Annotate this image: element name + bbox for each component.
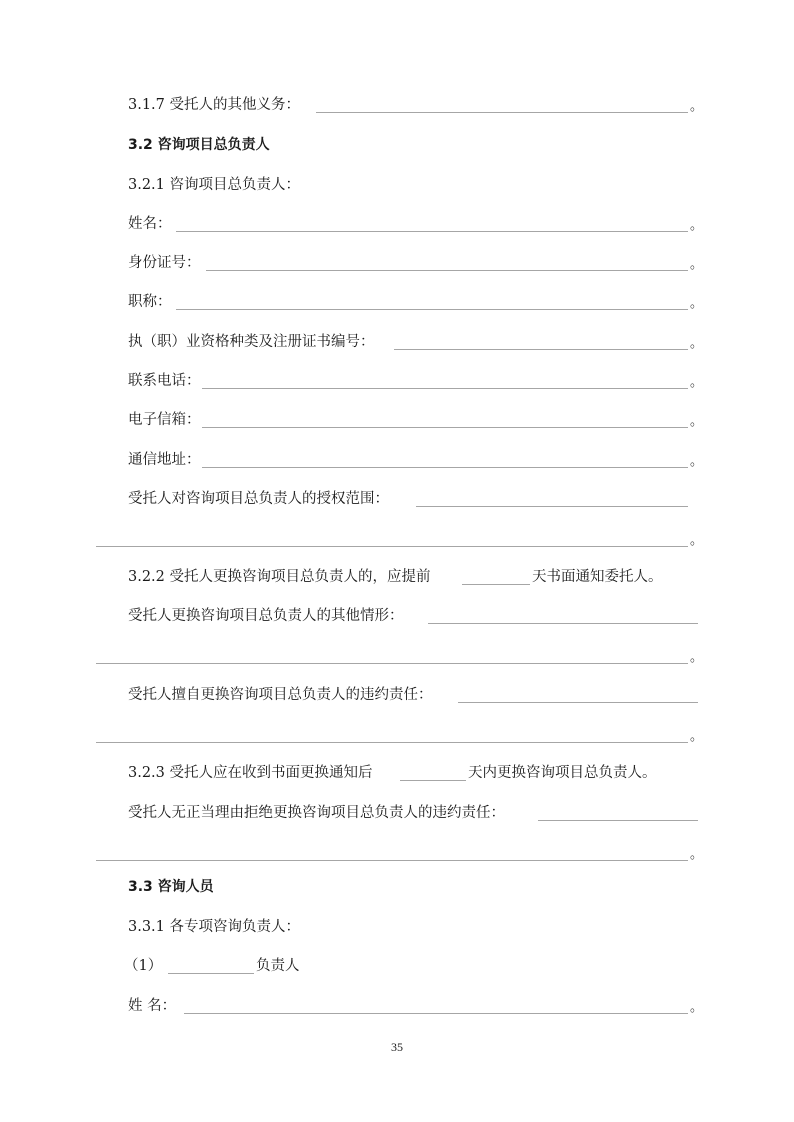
period-mark: 。 [690,1000,704,1015]
field-label: 身份证号： [128,255,201,271]
fill-in-blank[interactable] [176,231,688,232]
period-mark: 。 [690,847,704,862]
field-label: 姓名： [128,216,172,232]
field-label-suffix: 负责人 [256,958,300,974]
fill-in-blank[interactable] [462,584,530,585]
field-label-suffix: 天书面通知委托人。 [532,569,663,585]
fill-in-blank[interactable] [184,1013,688,1014]
section-heading: 3.3 咨询人员 [128,879,214,895]
fill-in-blank[interactable] [96,546,688,547]
fill-in-blank[interactable] [202,388,688,389]
field-label: 受托人更换咨询项目总负责人的其他情形： [128,608,404,624]
field-label: 3.1.7 受托人的其他义务： [128,97,301,113]
fill-in-blank[interactable] [168,973,254,974]
section-heading: 3.2 咨询项目总负责人 [128,137,270,153]
fill-in-blank[interactable] [316,112,688,113]
period-mark: 。 [690,650,704,665]
field-label: 3.2.2 受托人更换咨询项目总负责人的，应提前 [128,569,431,585]
field-label: 姓 名： [128,998,177,1014]
fill-in-blank[interactable] [96,742,688,743]
period-mark: 。 [690,414,704,429]
field-label-suffix: 天内更换咨询项目总负责人。 [468,765,657,781]
field-label: 3.3.1 各专项咨询负责人： [128,919,301,935]
fill-in-blank[interactable] [96,860,688,861]
period-mark: 。 [690,336,704,351]
field-label: （1） [124,958,163,974]
field-label: 电子信箱： [128,412,201,428]
fill-in-blank[interactable] [428,623,698,624]
field-label: 受托人无正当理由拒绝更换咨询项目总负责人的违约责任： [128,805,505,821]
field-label: 3.2.1 咨询项目总负责人： [128,177,301,193]
field-label: 3.2.3 受托人应在收到书面更换通知后 [128,765,373,781]
fill-in-blank[interactable] [394,349,688,350]
period-mark: 。 [690,729,704,744]
field-label: 执（职）业资格种类及注册证书编号： [128,334,375,350]
fill-in-blank[interactable] [96,663,688,664]
field-label: 受托人对咨询项目总负责人的授权范围： [128,491,389,507]
field-label: 联系电话： [128,373,201,389]
page-number: 35 [391,1040,403,1054]
fill-in-blank[interactable] [206,270,688,271]
fill-in-blank[interactable] [202,427,688,428]
fill-in-blank[interactable] [176,309,688,310]
fill-in-blank[interactable] [202,467,688,468]
period-mark: 。 [690,454,704,469]
fill-in-blank[interactable] [416,506,688,507]
fill-in-blank[interactable] [400,780,466,781]
period-mark: 。 [690,257,704,272]
field-label: 受托人擅自更换咨询项目总负责人的违约责任： [128,687,433,703]
period-mark: 。 [690,99,704,114]
period-mark: 。 [690,296,704,311]
field-label: 通信地址： [128,452,201,468]
fill-in-blank[interactable] [458,702,698,703]
period-mark: 。 [690,533,704,548]
period-mark: 。 [690,375,704,390]
field-label: 职称： [128,294,172,310]
fill-in-blank[interactable] [538,820,698,821]
period-mark: 。 [690,218,704,233]
